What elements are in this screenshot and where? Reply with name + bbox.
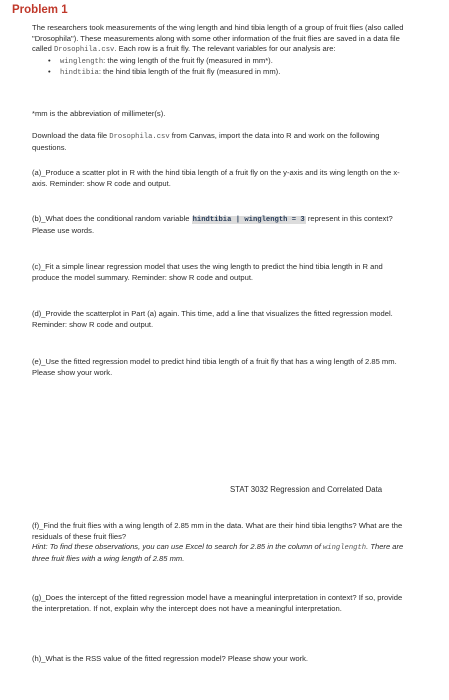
variable-list [32, 56, 404, 79]
variable-desc: : the hind tibia length of the fruit fly (measured in mm). [98, 67, 281, 77]
course-header: STAT 3032 Regression and Correlated Data [230, 485, 383, 494]
question-f-text: (f)_Find the fruit flies with a wing length of 2.85 mm in the data. What are their hind tibia lengths? What are the residuals of these fruit flies? [32, 521, 403, 541]
variable-desc: : the wing length of the fruit fly (measured in mm*). [103, 55, 273, 65]
download-paragraph [32, 131, 404, 153]
hint-text-2: . There are three fruit flies with a wing length of 2.85 mm. [32, 542, 404, 563]
question-b-code: hindtibia | winglength = 3 [192, 216, 305, 224]
variable-name: hindtibia [60, 69, 99, 78]
download-filename: Drosophila.csv [109, 133, 170, 141]
page-break [0, 440, 449, 441]
problem-title: Problem 1 [12, 4, 68, 16]
bullet-icon: • [48, 55, 51, 65]
question-d: (d)_Provide the scatterplot in Part (a) again. This time, add a line that visualizes the fitted regression model. Reminder: show R code and output. [32, 309, 393, 329]
question-e: (e)_Use the fitted regression model to predict hind tibia length of a fruit fly that has a wing length of 2.85 mm. Please show your work. [32, 357, 397, 377]
download-text-1: Download the data file [32, 131, 110, 140]
question-b-text-1: (b)_What does the conditional random variable [32, 214, 192, 223]
bullet-icon: • [48, 67, 51, 77]
question-f [32, 521, 404, 564]
intro-text-1: The researchers took measurements of the wing length and hind tibia length of a group of fruit flies (also called "Drosophila"). These measurements along with some other information of the fruit flies are saved in a data file called [32, 23, 404, 54]
hint-text-1: Hint: To find these observations, you can use Excel to search for 2.85 in the column of [32, 542, 323, 552]
variable-name: winglength [60, 57, 104, 66]
question-a: (a)_Produce a scatter plot in R with the hind tibia length of a fruit fly on the y-axis and its wing length on the x-axis. Reminder: show R code and output. [32, 168, 400, 188]
question-c: (c)_Fit a simple linear regression model that uses the wing length to predict the hind tibia length in R and produce the model summary. Reminder: show R code and output. [32, 262, 383, 282]
footnote: *mm is the abbreviation of millimeter(s). [32, 109, 166, 118]
variable-item-hindtibia [32, 67, 404, 79]
hint-code: winglength [322, 544, 367, 553]
intro-text-2: . Each row is a fruit fly. The relevant variables for our analysis are: [114, 44, 336, 54]
question-f-hint [32, 542, 404, 564]
variable-item-winglength [32, 56, 404, 68]
question-g: (g)_Does the intercept of the fitted regression model have a meaningful interpretation in context? If so, provide the interpretation. If not, explain why the intercept does not have a meaningful interpretation. [32, 593, 403, 613]
download-text-2: from Canvas, import the data into R and work on the following questions. [32, 131, 380, 152]
intro-paragraph [32, 23, 404, 79]
intro-filename: Drosophila.csv [53, 46, 115, 55]
question-h: (h)_What is the RSS value of the fitted regression model? Please show your work. [32, 654, 309, 663]
question-b-text-2: represent in this context? Please use words. [32, 214, 393, 235]
question-b [32, 214, 404, 236]
